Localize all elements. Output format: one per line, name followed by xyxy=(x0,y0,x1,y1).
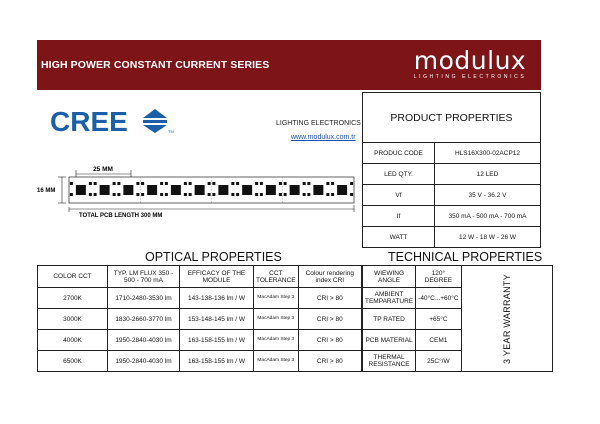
led-pad xyxy=(284,182,287,185)
table-row xyxy=(38,351,362,372)
led-pad xyxy=(189,182,192,185)
cree-wordmark: CREE xyxy=(50,106,128,137)
led-chip xyxy=(76,185,86,195)
warranty-text: 3 YEAR WARRANTY xyxy=(501,273,512,364)
optical-properties-table xyxy=(37,265,362,372)
cell-cri: CRI > 80 xyxy=(298,351,361,372)
led-pad xyxy=(284,193,287,196)
row-label: WATT xyxy=(363,227,435,248)
led-pad xyxy=(212,193,215,196)
led-pad xyxy=(208,182,211,185)
led-pad xyxy=(231,182,234,185)
col-header-cri: Colour rendering index CRI xyxy=(298,266,361,288)
led-chip xyxy=(100,185,110,195)
cree-logo xyxy=(50,107,175,137)
led-pad xyxy=(303,182,306,185)
led-pad xyxy=(260,193,263,196)
technical-properties-title: TECHNICAL PROPERTIES xyxy=(388,250,543,264)
row-value: -40°C...+60°C xyxy=(416,288,461,309)
led-pad xyxy=(326,193,329,196)
led-pad xyxy=(326,182,329,185)
cell-tolerance: MacAdam Step 3 xyxy=(254,351,299,372)
cell-cri: CRI > 80 xyxy=(298,309,361,330)
led-pad xyxy=(136,193,139,196)
led-pad xyxy=(279,193,282,196)
led-pad xyxy=(117,182,120,185)
cell-tolerance: MacAdam Step 3 xyxy=(254,288,299,309)
company-url-link[interactable]: www.modulux.com.tr xyxy=(291,134,356,141)
company-lighting-label: LIGHTING ELECTRONICS xyxy=(276,120,361,127)
cell-flux: 1950-2840-4030 lm xyxy=(108,330,180,351)
table-row xyxy=(38,309,362,330)
trademark: TM xyxy=(168,129,174,134)
row-value: 25C°/W xyxy=(416,351,461,372)
led-pad xyxy=(160,182,163,185)
led-pad xyxy=(184,182,187,185)
cell-tolerance: MacAdam Step 3 xyxy=(254,309,299,330)
cell-efficacy: 163-158-155 lm / W xyxy=(180,351,254,372)
cell-flux: 1830-2660-3770 lm xyxy=(108,309,180,330)
row-value: HLS16X300-02ACP12 xyxy=(435,143,541,164)
led-pad xyxy=(331,182,334,185)
col-header-cct: COLOR CCT xyxy=(38,266,108,288)
cell-cct: 2700K xyxy=(38,288,108,309)
led-chip xyxy=(195,185,205,195)
row-value: 35 V - 36.2 V xyxy=(435,185,541,206)
row-value: 120° DEGREE xyxy=(416,266,461,288)
led-pad xyxy=(208,193,211,196)
table-row xyxy=(38,288,362,309)
row-value: 12 W - 18 W - 26 W xyxy=(435,227,541,248)
led-chip xyxy=(337,185,347,195)
optical-properties-title: OPTICAL PROPERTIES xyxy=(145,250,282,264)
header-banner xyxy=(37,40,541,90)
led-pad xyxy=(117,193,120,196)
led-pad xyxy=(255,182,258,185)
row-value: 12 LED xyxy=(435,164,541,185)
led-pad xyxy=(94,182,97,185)
row-label: WIEWING ANGLE xyxy=(363,266,416,288)
led-pad xyxy=(236,182,239,185)
led-pad xyxy=(212,182,215,185)
table-row xyxy=(363,206,541,227)
col-header-flux: TYP. LM FLUX 350 - 500 - 700 mA xyxy=(108,266,180,288)
cell-cct: 4000K xyxy=(38,330,108,351)
led-pad xyxy=(70,193,73,196)
led-pad xyxy=(136,182,139,185)
brand-name: modulux xyxy=(413,46,527,75)
led-pad xyxy=(307,193,310,196)
cell-efficacy: 163-158-155 lm / W xyxy=(180,330,254,351)
led-pad xyxy=(189,193,192,196)
row-label: PRODUC CODE xyxy=(363,143,435,164)
col-header-tolerance: CCT TOLERANCE xyxy=(254,266,299,288)
brand-tagline: LIGHTING ELECTRONICS xyxy=(413,74,527,80)
cree-arrows-icon xyxy=(142,109,168,133)
row-value: 350 mA - 500 mA - 700 mA xyxy=(435,206,541,227)
led-pad xyxy=(260,182,263,185)
cell-efficacy: 143-138-136 lm / W xyxy=(180,288,254,309)
led-pad xyxy=(70,182,73,185)
cell-flux: 1950-2840-4030 lm xyxy=(108,351,180,372)
cell-flux: 1710-2480-3530 lm xyxy=(108,288,180,309)
led-pad xyxy=(255,193,258,196)
row-label: If xyxy=(363,206,435,227)
led-pad xyxy=(113,193,116,196)
led-chip xyxy=(171,185,181,195)
led-pad xyxy=(141,193,144,196)
row-label: LED QTY. xyxy=(363,164,435,185)
led-pad xyxy=(160,193,163,196)
row-label: THERMAL RESISTANCE xyxy=(363,351,416,372)
led-pad xyxy=(279,182,282,185)
pcb-drawing xyxy=(0,160,362,220)
warranty-cell xyxy=(461,266,552,372)
row-value: +65°C xyxy=(416,309,461,330)
led-chip xyxy=(147,185,157,195)
led-pad xyxy=(141,182,144,185)
led-chip xyxy=(218,185,228,195)
led-chip xyxy=(313,185,323,195)
row-label: AMBIENT TEMPARATURE xyxy=(363,288,416,309)
technical-properties-table xyxy=(362,265,553,372)
led-pad xyxy=(89,182,92,185)
cell-efficacy: 153-148-145 lm / W xyxy=(180,309,254,330)
product-properties-title: PRODUCT PROPERTIES xyxy=(363,93,541,143)
pcb-height-label: 16 MM xyxy=(37,188,56,194)
cell-cct: 6500K xyxy=(38,351,108,372)
led-chip xyxy=(123,185,133,195)
led-pad xyxy=(184,193,187,196)
led-pad xyxy=(165,182,168,185)
led-chip xyxy=(290,185,300,195)
row-label: Vf xyxy=(363,185,435,206)
led-pad xyxy=(350,182,353,185)
row-label: TP RATED xyxy=(363,309,416,330)
cell-tolerance: MacAdam Step 3 xyxy=(254,330,299,351)
table-row xyxy=(363,227,541,248)
led-pad xyxy=(303,193,306,196)
series-title: HIGH POWER CONSTANT CURRENT SERIES xyxy=(41,59,270,71)
table-row xyxy=(38,330,362,351)
row-value: CEM1 xyxy=(416,330,461,351)
col-header-efficacy: EFFICACY OF THE MODULE xyxy=(180,266,254,288)
modulux-logo xyxy=(399,48,541,80)
led-pad xyxy=(350,193,353,196)
led-pad xyxy=(94,193,97,196)
cell-cri: CRI > 80 xyxy=(298,288,361,309)
led-pad xyxy=(236,193,239,196)
led-pad xyxy=(331,193,334,196)
pcb-length-label: TOTAL PCB LENGTH 300 MM xyxy=(79,213,163,219)
table-row xyxy=(363,185,541,206)
led-chip xyxy=(242,185,252,195)
led-pad xyxy=(231,193,234,196)
table-row xyxy=(363,143,541,164)
cell-cct: 3000K xyxy=(38,309,108,330)
table-row xyxy=(363,266,553,288)
led-chip xyxy=(266,185,276,195)
product-properties-table xyxy=(362,92,541,248)
led-pad xyxy=(307,182,310,185)
pcb-width-label: 25 MM xyxy=(93,166,113,173)
led-pad xyxy=(113,182,116,185)
led-pad xyxy=(165,193,168,196)
led-pad xyxy=(89,193,92,196)
row-label: PCB MATERIAL xyxy=(363,330,416,351)
table-row xyxy=(363,164,541,185)
cell-cri: CRI > 80 xyxy=(298,330,361,351)
